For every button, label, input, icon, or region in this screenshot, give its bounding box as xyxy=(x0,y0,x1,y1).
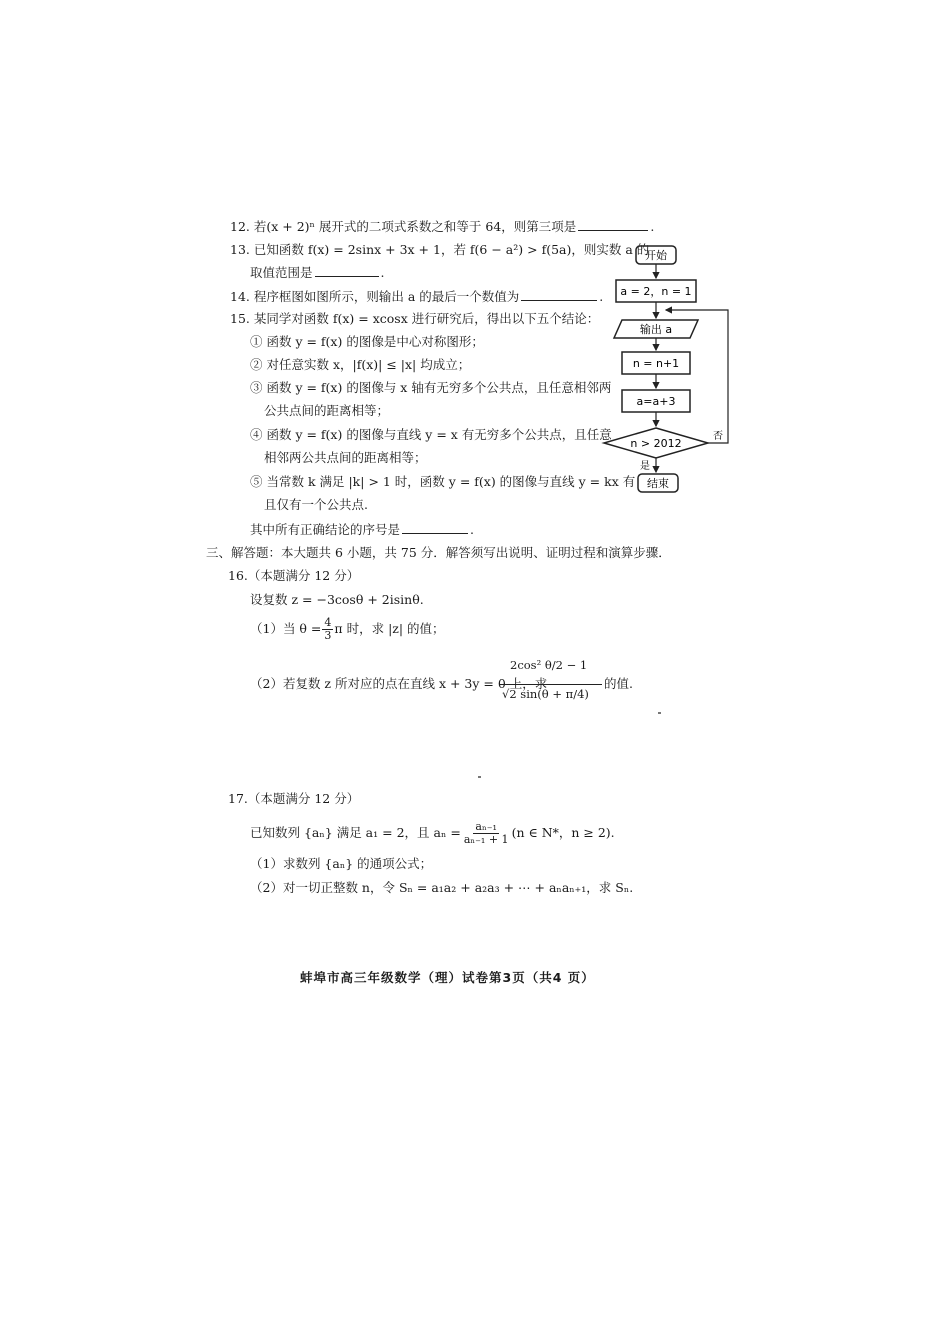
scan-speck xyxy=(658,712,661,714)
q12-number: 12. xyxy=(230,219,250,234)
recurrence-denominator: aₙ₋₁ + 1 xyxy=(463,833,509,846)
q16-part2-post: 的值. xyxy=(604,676,633,691)
flowchart-yes-label: 是 xyxy=(640,461,650,472)
flowchart-no-label: 否 xyxy=(713,431,723,442)
q17-part1: （1）求数列 {aₙ} 的通项公式； xyxy=(250,856,433,871)
q16-part1 xyxy=(250,616,445,642)
q13-number: 13. xyxy=(230,242,250,257)
q12-text: 若(x + 2)ⁿ 展开式的二项式系数之和等于 64，则第三项是 xyxy=(253,219,577,234)
q15-item: ③ 函数 y = f(x) 的图像与 x 轴有无穷多个公共点，且任意相邻两 xyxy=(250,380,612,395)
q15-item-cont: 且仅有一个公共点. xyxy=(264,497,368,512)
q13-text-2: 取值范围是 xyxy=(250,265,313,280)
flow-loop-arrow xyxy=(666,310,728,443)
fraction-bar xyxy=(500,684,602,685)
flowchart-end-label: 结束 xyxy=(647,477,669,490)
expression-numerator: 2cos² θ/2 − 1 xyxy=(510,658,588,672)
q13-line2 xyxy=(250,264,385,281)
q15-conclusion xyxy=(250,521,474,538)
q13-line1 xyxy=(230,242,649,258)
flowchart-output-label: 输出 a xyxy=(639,323,673,336)
flowchart-step-a-label: a=a+3 xyxy=(636,395,676,408)
fraction-four-thirds xyxy=(322,617,333,642)
q15-end: . xyxy=(470,522,474,537)
q15-item-cont: 公共点间的距离相等； xyxy=(264,403,390,418)
q16-part1-pre: （1）当 θ = xyxy=(250,621,322,636)
q14-end: . xyxy=(599,289,604,304)
q14-answer-blank xyxy=(521,288,597,301)
program-flowchart xyxy=(600,238,740,498)
q17-given xyxy=(250,820,615,846)
q14-number: 14. xyxy=(230,289,250,304)
fraction-numerator: 4 xyxy=(324,616,332,629)
q17-given-pre: 已知数列 {aₙ} 满足 a₁ = 2，且 aₙ = xyxy=(250,825,461,840)
flowchart-condition-label: n > 2012 xyxy=(630,437,682,450)
q15-intro-text: 某同学对函数 f(x) = xcosx 进行研究后，得出以下五个结论： xyxy=(253,311,600,326)
flowchart-start-label: 开始 xyxy=(645,249,667,262)
q13-answer-blank xyxy=(315,264,379,277)
q14-line xyxy=(230,288,603,305)
flowchart-step-n-label: n = n+1 xyxy=(632,357,680,370)
q15-number: 15. xyxy=(230,311,250,326)
q15-item: ⑤ 当常数 k 满足 |k| > 1 时，函数 y = f(x) 的图像与直线 y = kx 有 xyxy=(250,474,636,489)
q16-part2-pre: （2）若复数 z 所对应的点在直线 x + 3y = 0 上，求 xyxy=(250,676,548,691)
q12-end: . xyxy=(650,219,655,234)
q17-heading: 17.（本题满分 12 分） xyxy=(228,791,360,806)
scan-speck xyxy=(478,776,481,778)
q15-item: ② 对任意实数 x，|f(x)| ≤ |x| 均成立； xyxy=(250,357,471,372)
q16-heading: 16.（本题满分 12 分） xyxy=(228,568,360,583)
q15-item: ④ 函数 y = f(x) 的图像与直线 y = x 有无穷多个公共点，且任意 xyxy=(250,427,612,442)
q16-part1-post: π 时，求 |z| 的值； xyxy=(334,621,445,636)
q15-conclusion-text: 其中所有正确结论的序号是 xyxy=(250,522,401,537)
recurrence-fraction xyxy=(462,821,511,846)
fraction-denominator: 3 xyxy=(324,629,332,642)
flowchart-init-label: a = 2，n = 1 xyxy=(620,285,692,298)
q15-item: ① 函数 y = f(x) 的图像是中心对称图形； xyxy=(250,334,484,349)
q14-text: 程序框图如图所示，则输出 a 的最后一个数值为 xyxy=(253,289,520,304)
q16-given: 设复数 z = −3cosθ + 2isinθ. xyxy=(250,592,424,607)
section-three-heading: 三、解答题：本大题共 6 小题，共 75 分．解答须写出说明、证明过程和演算步骤． xyxy=(206,545,671,560)
page-footer: 蚌埠市高三年级数学（理）试卷第3页（共4 页） xyxy=(300,970,595,985)
q15-answer-blank xyxy=(402,521,468,534)
q15-intro xyxy=(230,311,599,327)
q15-item-cont: 相邻两公共点间的距离相等； xyxy=(264,450,427,465)
q12-answer-blank xyxy=(578,218,648,231)
flowchart-svg xyxy=(600,238,740,498)
q13-end: . xyxy=(380,265,385,280)
q13-text: 已知函数 f(x) = 2sinx + 3x + 1，若 f(6 − a²) > f(5a)，则实数 a 的 xyxy=(253,242,650,257)
recurrence-numerator: aₙ₋₁ xyxy=(475,820,497,833)
q17-part2: （2）对一切正整数 n，令 Sₙ = a₁a₂ + a₂a₃ + ⋯ + aₙaₙ₊₁，求 Sₙ. xyxy=(250,880,634,895)
q17-given-post: (n ∈ N*，n ≥ 2). xyxy=(511,825,615,840)
q12-line xyxy=(230,218,654,235)
expression-denominator: √2 sin(θ + π/4) xyxy=(502,687,589,701)
